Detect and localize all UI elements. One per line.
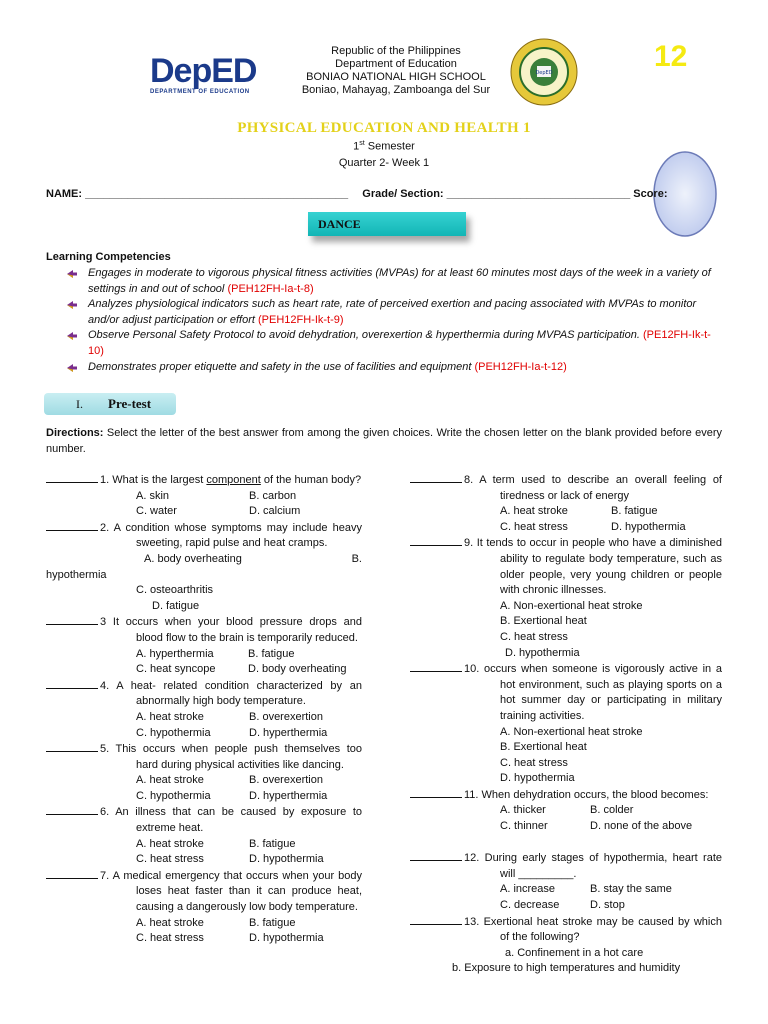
- questions-right-column: [410, 472, 722, 977]
- arrow-bullet-icon: [66, 300, 78, 310]
- question-10: 10. occurs when someone is vigorously active in a hot environment, such as playing sports on a hot summer day or participating in military training activities. A. Non-exertional heat stroke B. Exertional heat C. heat stress D. hypothermia: [410, 661, 722, 787]
- question-12: 12. During early stages of hypothermia, heart rate will _________. A. increase B. stay the same C. decrease D. stop: [410, 850, 722, 913]
- competency-item: Engages in moderate to vigorous physical fitness activities (MVPAs) for at least 60 minutes most days of the week in a variety of settings in and out of school (PEH12FH-Ia-t-8): [66, 266, 726, 297]
- header-line-3: BONIAO NATIONAL HIGH SCHOOL: [306, 71, 486, 83]
- choices: A. heat stroke B. fatigue C. heat stress D. hypothermia: [136, 837, 324, 866]
- question-3: 3 It occurs when your blood pressure drops and blood flow to the brain is temporarily reduced. A. hyperthermia B. fatigue C. heat syncope D. body overheating: [46, 614, 362, 677]
- choices: A. skin B. carbon C. water D. calcium: [136, 489, 301, 518]
- header-line-4: Boniao, Mahayag, Zamboanga del Sur: [301, 84, 491, 96]
- competency-item: Observe Personal Safety Protocol to avoid dehydration, overexertion & hyperthermia during MVPAS participation. (PE12FH-Ik-t-10): [66, 328, 726, 359]
- competencies-list: [66, 266, 726, 375]
- choices: A. increase B. stay the same C. decrease D. stop: [500, 883, 672, 912]
- question-4: 4. A heat- related condition characterized by an abnormally high body temperature. A. heat stroke B. overexertion C. hypothermia D. hyperthermia: [46, 678, 362, 741]
- subject-title: PHYSICAL EDUCATION AND HEALTH 1: [237, 120, 531, 136]
- header-line-2: Department of Education: [335, 58, 457, 70]
- competency-item: Analyzes physiological indicators such as heart rate, rate of perceived exertion and pacing associated with MVPAs to monitor and/or adjust participation or effort (PEH12FH-Ik-t-9): [66, 297, 726, 328]
- school-header: [298, 45, 494, 97]
- question-7: 7. A medical emergency that occurs when your body loses heat faster than it can produce heat, causing a dangerously low body temperature. A. heat stroke B. fatigue C. heat stress D. hypothermia: [46, 868, 362, 947]
- choices: A. body overheating B.: [144, 552, 362, 565]
- answer-blank[interactable]: [46, 804, 98, 815]
- quarter-week: Quarter 2- Week 1: [338, 157, 430, 169]
- choices: A. heat stroke B. overexertion C. hypothermia D. hyperthermia: [136, 710, 328, 739]
- deped-logo: [150, 54, 282, 100]
- arrow-bullet-icon: [66, 331, 78, 341]
- topic-label: DANCE: [318, 217, 361, 231]
- question-5: 5. This occurs when people push themselves too hard during physical activities like dancing. A. heat stroke B. overexertion C. hypothermia D. hyperthermia: [46, 741, 362, 804]
- section-number: I.: [76, 397, 83, 411]
- answer-blank[interactable]: [410, 850, 462, 861]
- question-13: 13. Exertional heat stroke may be caused by which of the following? a. Confinement in a hot care b. Exposure to high temperatures and humidity: [410, 914, 722, 977]
- pretest-section-banner: [44, 393, 176, 415]
- answer-blank[interactable]: [46, 868, 98, 879]
- answer-blank[interactable]: [410, 472, 462, 483]
- answer-blank[interactable]: [410, 535, 462, 546]
- topic-banner: [308, 212, 466, 236]
- arrow-bullet-icon: [66, 269, 78, 279]
- grade-level-badge: 12: [654, 40, 688, 73]
- name-field[interactable]: NAME: ___________________________________________: [46, 188, 349, 200]
- competencies-title: Learning Competencies: [46, 251, 171, 263]
- deped-logo-text: DepED: [150, 52, 257, 90]
- answer-blank[interactable]: [46, 520, 98, 531]
- answer-blank[interactable]: [46, 741, 98, 752]
- question-11: 11. When dehydration occurs, the blood becomes: A. thicker B. colder C. thinner D. none of the above: [410, 787, 722, 835]
- choices: A. heat stroke B. fatigue C. heat stress D. hypothermia: [500, 505, 686, 533]
- question-2: 2. A condition whose symptoms may include heavy sweeting, rapid pulse and heat cramps. A. body overheating B. hypothermia C. osteoarthritis D. fatigue: [46, 521, 362, 612]
- question-6: 6. An illness that can be caused by exposure to extreme heat. A. heat stroke B. fatigue C. heat stress D. hypothermia: [46, 804, 362, 867]
- questions-left-column: [46, 472, 362, 947]
- answer-blank[interactable]: [410, 787, 462, 798]
- deped-logo-subtext: DEPARTMENT OF EDUCATION: [150, 89, 250, 95]
- choices: A. heat stroke B. overexertion C. hypothermia D. hyperthermia: [136, 774, 328, 802]
- semester: 1st Semester: [353, 140, 415, 153]
- section-label: Pre-test: [108, 396, 152, 411]
- arrow-bullet-icon: [66, 363, 78, 373]
- school-seal: [510, 38, 578, 106]
- choices: A. heat stroke B. fatigue C. heat stress D. hypothermia: [136, 916, 324, 945]
- grade-section-field[interactable]: Grade/ Section: ______________________________: [362, 188, 631, 200]
- answer-blank[interactable]: [46, 472, 98, 483]
- question-8: 8. A term used to describe an overall feeling of tiredness or lack of energy A. heat stroke B. fatigue C. heat stress D. hypothermia: [410, 472, 722, 535]
- svg-text:DepED: DepED: [535, 70, 553, 76]
- score-label: Score:: [633, 188, 668, 200]
- question-1: 1. What is the largest component of the human body? A. skin B. carbon C. water D. calcium: [46, 472, 362, 520]
- answer-blank[interactable]: [46, 614, 98, 625]
- answer-blank[interactable]: [410, 914, 462, 925]
- answer-blank[interactable]: [46, 678, 98, 689]
- competency-item: Demonstrates proper etiquette and safety in the use of facilities and equipment (PEH12FH-Ia-t-12): [66, 360, 726, 376]
- choices: A. thicker B. colder C. thinner D. none of the above: [500, 804, 693, 833]
- question-9: 9. It tends to occur in people who have a diminished ability to regulate body temperature, such as older people, very young children or people with chronic illnesses. A. Non-exertional heat stroke B. Exertional heat C. heat stress D. hypothermia: [410, 535, 722, 661]
- directions: Directions: Select the letter of the best answer from among the given choices. Write the chosen letter on the blank provided before every number.: [46, 427, 722, 455]
- student-info-row: [46, 188, 668, 200]
- choices: A. hyperthermia B. fatigue C. heat syncope D. body overheating: [136, 647, 347, 676]
- answer-blank[interactable]: [410, 661, 462, 672]
- header-line-1: Republic of the Philippines: [331, 45, 461, 57]
